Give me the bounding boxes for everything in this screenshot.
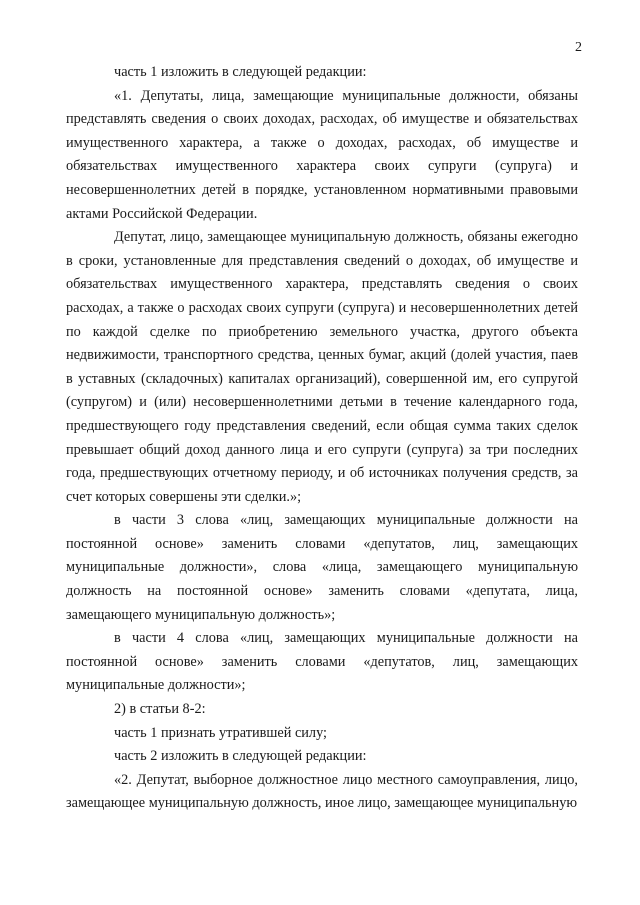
paragraph-quote-part1: «1. Депутаты, лица, замещающие муниципальные должности, обязаны представлять сведения о своих доходах, расходах, об имуществе и обязательствах имущественного характера, а также о доходах, расходах, об имуществе и обязательствах имущественного характера своих супруги (супруга) и несовершеннолетних детей в порядке, установленном нормативными правовыми актами Российской Федерации. xyxy=(66,87,578,222)
document-body xyxy=(66,61,578,816)
paragraph-part1-repeal: часть 1 признать утратившей силу; xyxy=(114,724,328,741)
paragraph-part2-intro: часть 2 изложить в следующей редакции: xyxy=(114,748,367,765)
paragraph-part3-amendment: в части 3 слова «лиц, замещающих муниципальные должности на постоянной основе» заменить словами «депутатов, лиц, замещающих муниципальные должности», слова «лица, замещающего муниципальную должность на постоянной основе» заменить словами «депутата, лица, замещающего муниципальную должность»; xyxy=(66,512,578,623)
paragraph-article-8-2: 2) в статьи 8-2: xyxy=(114,701,206,718)
paragraph-part4-amendment: в части 4 слова «лиц, замещающих муниципальные должности на постоянной основе» заменить словами «депутатов, лиц, замещающих муниципальные должности»; xyxy=(66,630,578,694)
paragraph-part1-intro: часть 1 изложить в следующей редакции: xyxy=(114,64,367,80)
page-number: 2 xyxy=(575,40,582,55)
paragraph-deputy-obligation: Депутат, лицо, замещающее муниципальную должность, обязаны ежегодно в сроки, установленные для представления сведений о доходах, об имуществе и обязательствах имущественного характера, представлять сведения о своих расходах, а также о расходах своих супруги (супруга) и несовершеннолетних детей по каждой сделке по приобретению земельного участка, другого объекта недвижимости, транспортного средства, ценных бумаг, акций (долей участия, паев в уставных (складочных) капиталах организаций), совершенной им, его супругой (супругом) и (или) несовершеннолетними детьми в течение календарного года, предшествующего году представления сведений, если общая сумма таких сделок превышает общий доход данного лица и его супруги (супруга) за три последних года, предшествующих отчетному периоду, и об источниках получения средств, за счет которых совершены эти сделки.»; xyxy=(66,229,578,505)
paragraph-quote-part2: «2. Депутат, выборное должностное лицо местного самоуправления, лицо, замещающее муниципальную должность, иное лицо, замещающее муниципальную xyxy=(66,771,578,812)
